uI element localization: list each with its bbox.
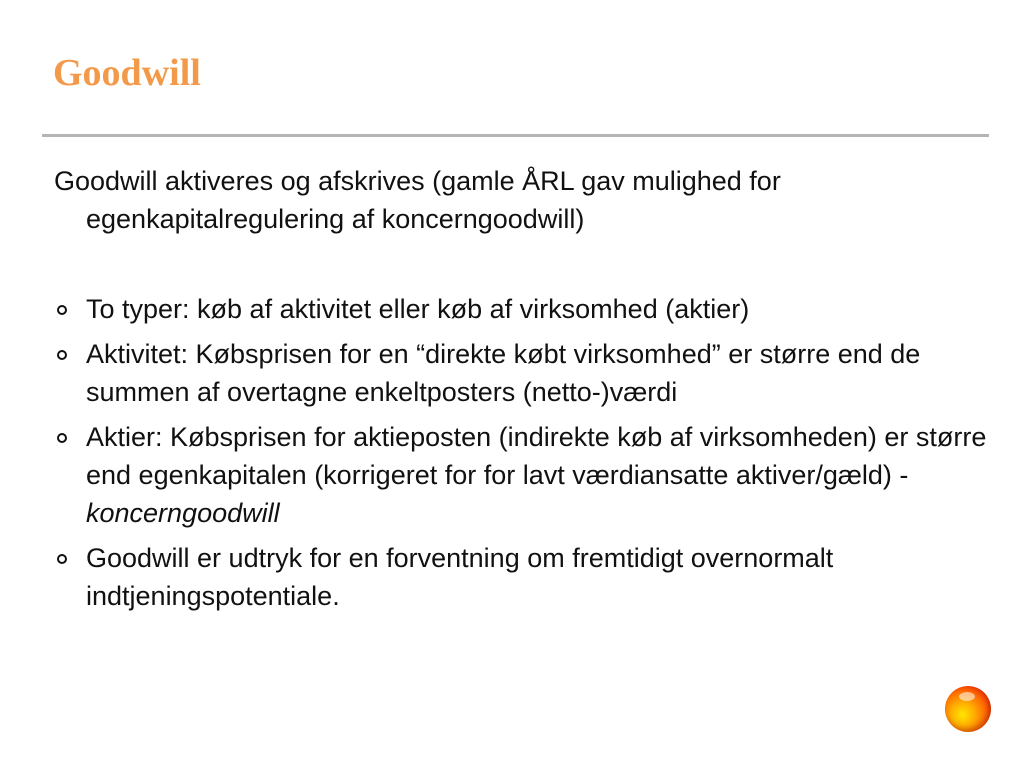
paragraph-spacer (54, 238, 1009, 290)
intro-paragraph: Goodwill aktiveres og afskrives (gamle ÅRL gav mulighed for egenkapitalregulering af koncerngoodwill) (54, 166, 781, 234)
slide-body (54, 162, 1009, 622)
bullet-circle-icon (57, 350, 67, 360)
orange-sphere-icon (945, 686, 991, 732)
title-divider (42, 134, 989, 137)
bullet-text: Goodwill er udtryk for en forventning om fremtidigt overnormalt indtjeningspotentiale. (86, 543, 834, 611)
bullet-circle-icon (57, 305, 67, 315)
bullet-item-types (54, 290, 1009, 328)
bullet-circle-icon (57, 433, 67, 443)
bullet-text: Aktier: Købsprisen for aktieposten (indirekte køb af virksomheden) er større end egenkapitalen (korrigeret for for lavt værdiansatte aktiver/gæld) - (86, 422, 987, 490)
bullet-text: Aktivitet: Købsprisen for en “direkte købt virksomhed” er større end de summen af overtagne enkeltposters (netto-)værdi (86, 339, 921, 407)
bullet-circle-icon (57, 554, 67, 564)
bullet-item-activity (54, 335, 1009, 411)
bullet-item-expectation (54, 539, 1009, 615)
bullet-emphasis: koncerngoodwill (86, 498, 280, 528)
slide-title: Goodwill (53, 52, 201, 94)
bullet-text: To typer: køb af aktivitet eller køb af virksomhed (aktier) (86, 294, 750, 324)
bullet-item-shares (54, 418, 1009, 532)
